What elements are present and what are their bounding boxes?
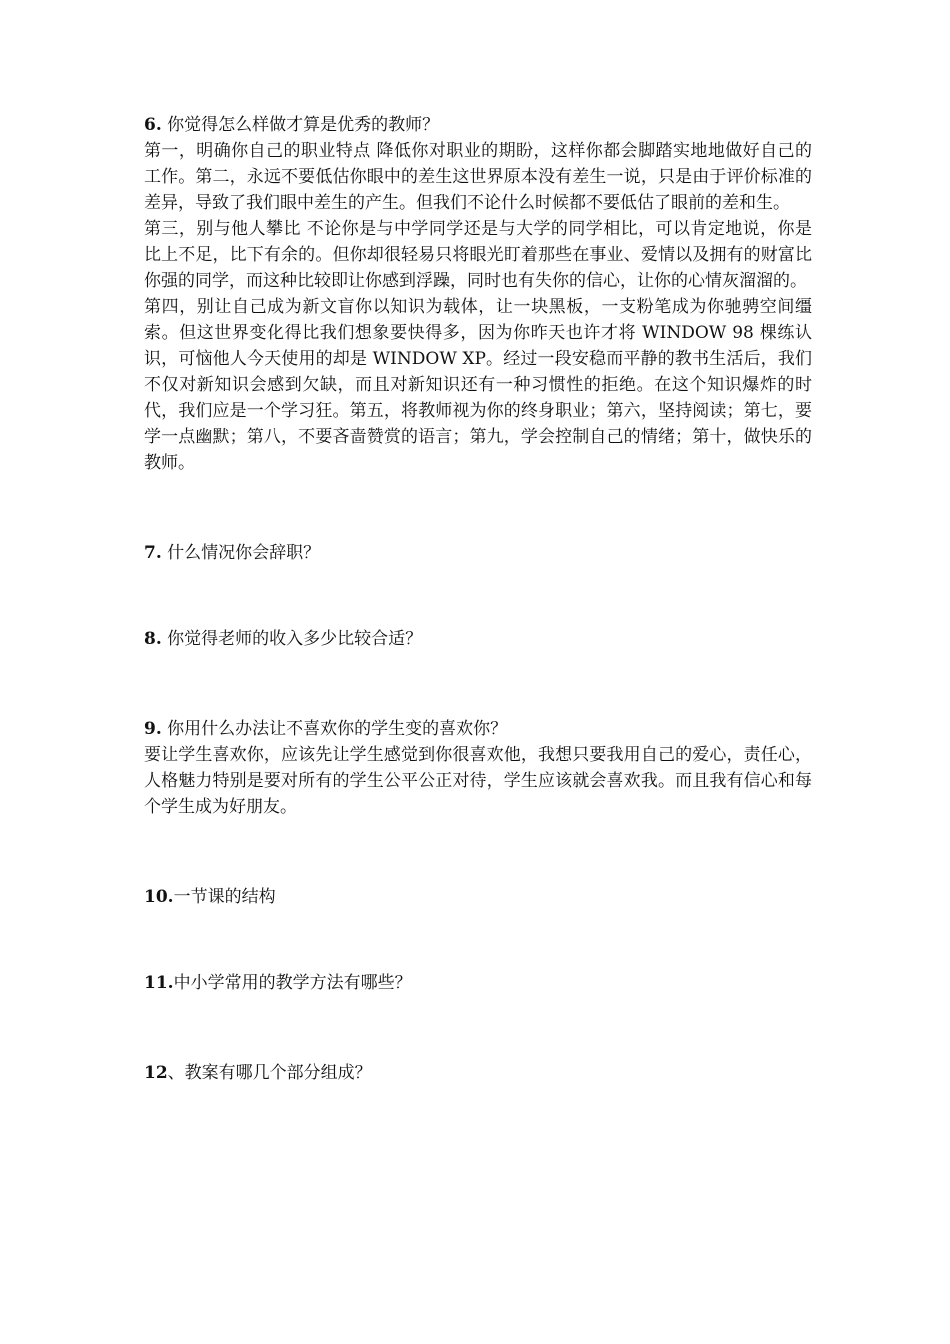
- answer-paragraph: 第三，别与他人攀比 不论你是与中学同学还是与大学的同学相比，可以肯定地说，你是比上不足，比下有余的。但你却很轻易只将眼光盯着那些在事业、爱情以及拥有的财富比你强的同学，而这种比较即让你感到浮躁，同时也有失你的信心，让你的心情灰溜溜的。: [144, 219, 812, 291]
- question-12: [144, 1060, 812, 1086]
- question-number: 9.: [144, 719, 162, 739]
- question-8: [144, 626, 812, 652]
- question-11: [144, 970, 812, 996]
- question-number: 12: [144, 1063, 168, 1083]
- question-number: 6.: [144, 115, 162, 135]
- question-text: 一节课的结构: [173, 887, 276, 907]
- document-content: [144, 112, 812, 1086]
- question-text: 、教案有哪几个部分组成？: [167, 1063, 372, 1083]
- question-text: 你觉得老师的收入多少比较合适？: [161, 629, 423, 649]
- question-text: 你觉得怎么样做才算是优秀的教师？: [161, 115, 440, 135]
- question-10: [144, 884, 812, 910]
- answer-paragraph: 第一，明确你自己的职业特点 降低你对职业的期盼，这样你都会脚踏实地地做好自己的工作。第二，永远不要低估你眼中的差生这世界原本没有差生一说，只是由于评价标准的差异，导致了我们眼中差生的产生。但我们不论什么时候都不要低估了眼前的差和生。: [144, 141, 812, 213]
- question-9: [144, 716, 812, 742]
- answer-paragraph: 第四，别让自己成为新文盲你以知识为载体，让一块黑板，一支粉笔成为你驰骋空间缰索。但这世界变化得比我们想象要快得多，因为你昨天也许才将 WINDOW 98 棵练认识，可恼他人今天使用的却是 WINDOW XP。经过一段安稳而平静的教书生活后，我们不仅对新知识会感到欠缺，而且对新知识还有一种习惯性的拒绝。在这个知识爆炸的时代，我们应是一个学习狂。第五，将教师视为你的终身职业；第六，坚持阅读；第七，要学一点幽默；第八，不要吝啬赞赏的语言；第九，学会控制自己的情绪；第十，做快乐的教师。: [144, 297, 812, 473]
- answer-paragraph: 要让学生喜欢你，应该先让学生感觉到你很喜欢他，我想只要我用自己的爱心，责任心，人格魅力特别是要对所有的学生公平公正对待，学生应该就会喜欢我。而且我有信心和每个学生成为好朋友。: [144, 745, 812, 817]
- question-7: [144, 540, 812, 566]
- question-number: 8.: [144, 629, 162, 649]
- question-text: 你用什么办法让不喜欢你的学生变的喜欢你？: [161, 719, 508, 739]
- question-number: 11.: [144, 973, 174, 993]
- question-number: 7.: [144, 543, 162, 563]
- question-text: 中小学常用的教学方法有哪些？: [173, 973, 412, 993]
- question-text: 什么情况你会辞职？: [161, 543, 321, 563]
- question-number: 10.: [144, 887, 174, 907]
- question-6: [144, 112, 812, 138]
